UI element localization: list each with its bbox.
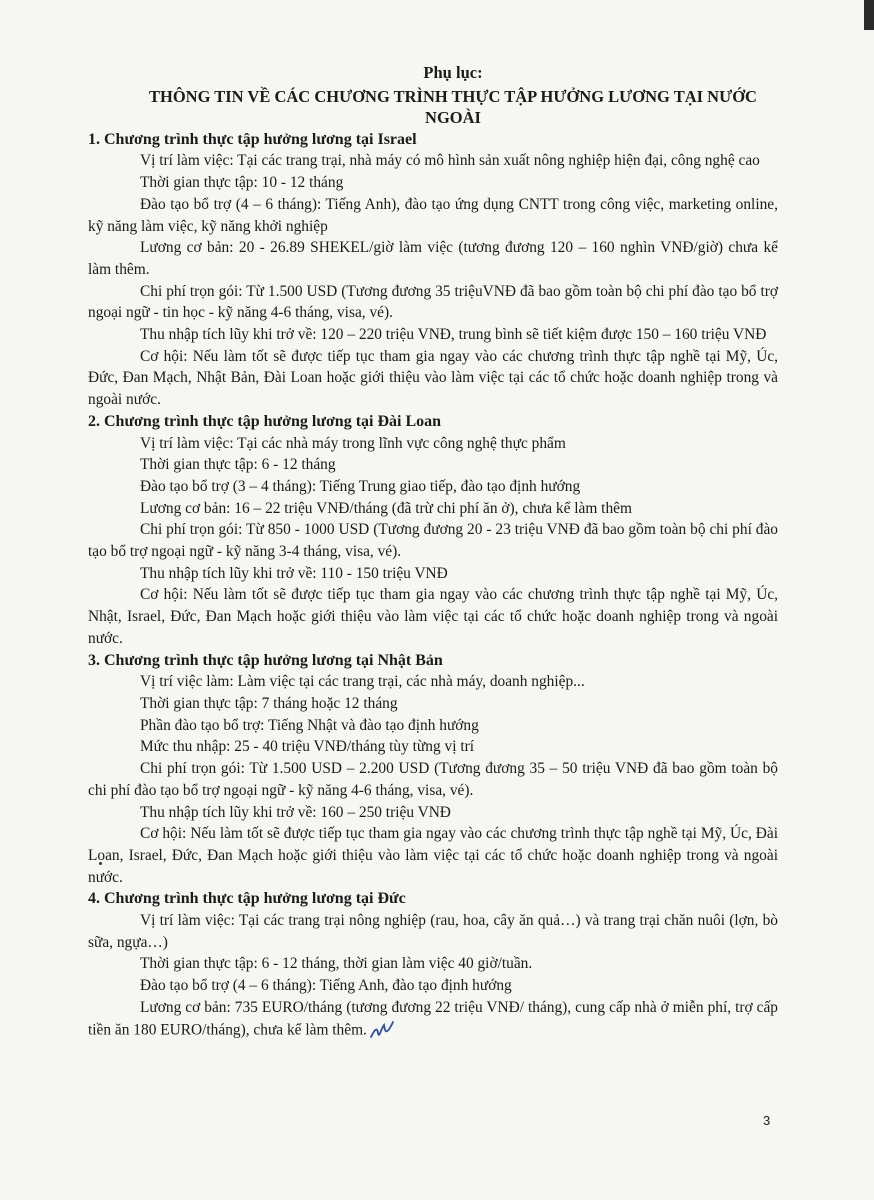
section-heading: 3. Chương trình thực tập hưởng lương tại Nhật Bản (88, 651, 443, 669)
section-paragraph: Mức thu nhập: 25 - 40 triệu VNĐ/tháng tùy từng vị trí (140, 738, 475, 756)
section-paragraph: Lương cơ bản: 16 – 22 triệu VNĐ/tháng (đã trừ chi phí ăn ở), chưa kể làm thêm (140, 499, 632, 517)
section-paragraph: Phần đào tạo bổ trợ: Tiếng Nhật và đào tạo định hướng (140, 716, 479, 734)
section-paragraph: Vị trí làm việc: Tại các trang trại, nhà máy có mô hình sản xuất nông nghiệp hiện đại, công nghệ cao (140, 152, 760, 170)
section-paragraph: Cơ hội: Nếu làm tốt sẽ được tiếp tục tham gia ngay vào các chương trình thực tập nghề tại Mỹ, Úc, Đức, Đan Mạch, Nhật Bản, Đài Loan hoặc giới thiệu vào làm việc tại các tổ chức hoặc doanh nghiệp trong và ngoài nước. (88, 347, 778, 409)
section-paragraph: Thời gian thực tập: 10 - 12 tháng (140, 174, 344, 192)
page-number: 3 (763, 1113, 771, 1128)
section-heading: 4. Chương trình thực tập hưởng lương tại Đức (88, 890, 406, 908)
section-paragraph: Chi phí trọn gói: Từ 1.500 USD (Tương đương 35 triệuVNĐ đã bao gồm toàn bộ chi phí đào tạo bổ trợ ngoại ngữ - tin học - kỹ năng 4-6 tháng, visa, vé). (88, 282, 778, 322)
document-page (88, 62, 778, 1043)
scan-edge-mark (864, 0, 874, 30)
section-paragraph: Vị trí làm việc: Tại các trang trại nông nghiệp (rau, hoa, cây ăn quả…) và trang trại chăn nuôi (lợn, bò sữa, ngựa…) (88, 912, 778, 951)
section-israel (88, 129, 778, 411)
section-paragraph: Đào tạo bổ trợ (4 – 6 tháng): Tiếng Anh, đào tạo định hướng (140, 977, 512, 995)
section-paragraph: Đào tạo bổ trợ (3 – 4 tháng): Tiếng Trung giao tiếp, đào tạo định hướng (140, 477, 581, 495)
appendix-label: Phụ lục: (423, 63, 483, 82)
section-paragraph: Chi phí trọn gói: Từ 850 - 1000 USD (Tương đương 20 - 23 triệu VNĐ đã bao gồm toàn bộ chi phí đào tạo bổ trợ ngoại ngữ - kỹ năng 3-4 tháng, visa, vé). (88, 521, 778, 561)
section-paragraph (88, 997, 778, 1043)
section-paragraph: Chi phí trọn gói: Từ 1.500 USD – 2.200 USD (Tương đương 35 – 50 triệu VNĐ đã bao gồm toàn bộ chi phí đào tạo bổ trợ ngoại ngữ - kỹ năng 4-6 tháng, visa, vé). (88, 760, 778, 799)
section-paragraph: Vị trí làm việc: Tại các nhà máy trong lĩnh vực công nghệ thực phẩm (140, 434, 566, 452)
section-paragraph: Thu nhập tích lũy khi trở về: 160 – 250 triệu VNĐ (140, 803, 451, 821)
section-paragraph: Lương cơ bản: 20 - 26.89 SHEKEL/giờ làm việc (tương đương 120 – 160 nghìn VNĐ/giờ) chưa kể làm thêm. (88, 239, 778, 278)
section-paragraph: Thời gian thực tập: 6 - 12 tháng (140, 456, 336, 474)
section-heading: 2. Chương trình thực tập hưởng lương tại Đài Loan (88, 412, 442, 430)
section-taiwan (88, 411, 778, 650)
paragraph-text: Lương cơ bản: 735 EURO/tháng (tương đương 22 triệu VNĐ/ tháng), cung cấp nhà ở miễn phí, trợ cấp tiền ăn 180 EURO/tháng), chưa kể làm thêm. (88, 998, 778, 1039)
page-title: THÔNG TIN VỀ CÁC CHƯƠNG TRÌNH THỰC TẬP HƯỞNG LƯƠNG TẠI NƯỚC NGOÀI (149, 86, 757, 127)
section-paragraph: Thu nhập tích lũy khi trở về: 120 – 220 triệu VNĐ, trung bình sẽ tiết kiệm được 150 – 160 triệu VNĐ (140, 326, 767, 344)
section-paragraph: Thu nhập tích lũy khi trở về: 110 - 150 triệu VNĐ (140, 564, 448, 582)
section-heading: 1. Chương trình thực tập hưởng lương tại Israel (88, 130, 417, 148)
section-paragraph: Đào tạo bổ trợ (4 – 6 tháng): Tiếng Anh), đào tạo ứng dụng CNTT trong công việc, marketing online, kỹ năng làm việc, kỹ năng khởi nghiệp (88, 195, 778, 235)
section-paragraph: Vị trí việc làm: Làm việc tại các trang trại, các nhà máy, doanh nghiệp... (140, 673, 585, 691)
section-paragraph: Cơ hội: Nếu làm tốt sẽ được tiếp tục tham gia ngay vào các chương trình thực tập nghề tại Mỹ, Úc, Nhật, Israel, Đức, Đan Mạch hoặc giới thiệu vào làm việc tại các tổ chức hoặc doanh nghiệp trong và ngoài nước. (88, 586, 778, 647)
section-germany (88, 888, 778, 1042)
signature-initial-icon (369, 1019, 395, 1043)
section-paragraph: Cơ hội: Nếu làm tốt sẽ được tiếp tục tham gia ngay vào các chương trình thực tập nghề tại Mỹ, Úc, Đài Loan, Israel, Đức, Đan Mạch hoặc giới thiệu vào làm việc tại các tổ chức hoặc doanh nghiệp trong và ngoài nước. (88, 825, 778, 886)
section-japan (88, 650, 778, 889)
section-paragraph: Thời gian thực tập: 7 tháng hoặc 12 tháng (140, 694, 398, 712)
section-paragraph: Thời gian thực tập: 6 - 12 tháng, thời gian làm việc 40 giờ/tuần. (140, 955, 533, 973)
